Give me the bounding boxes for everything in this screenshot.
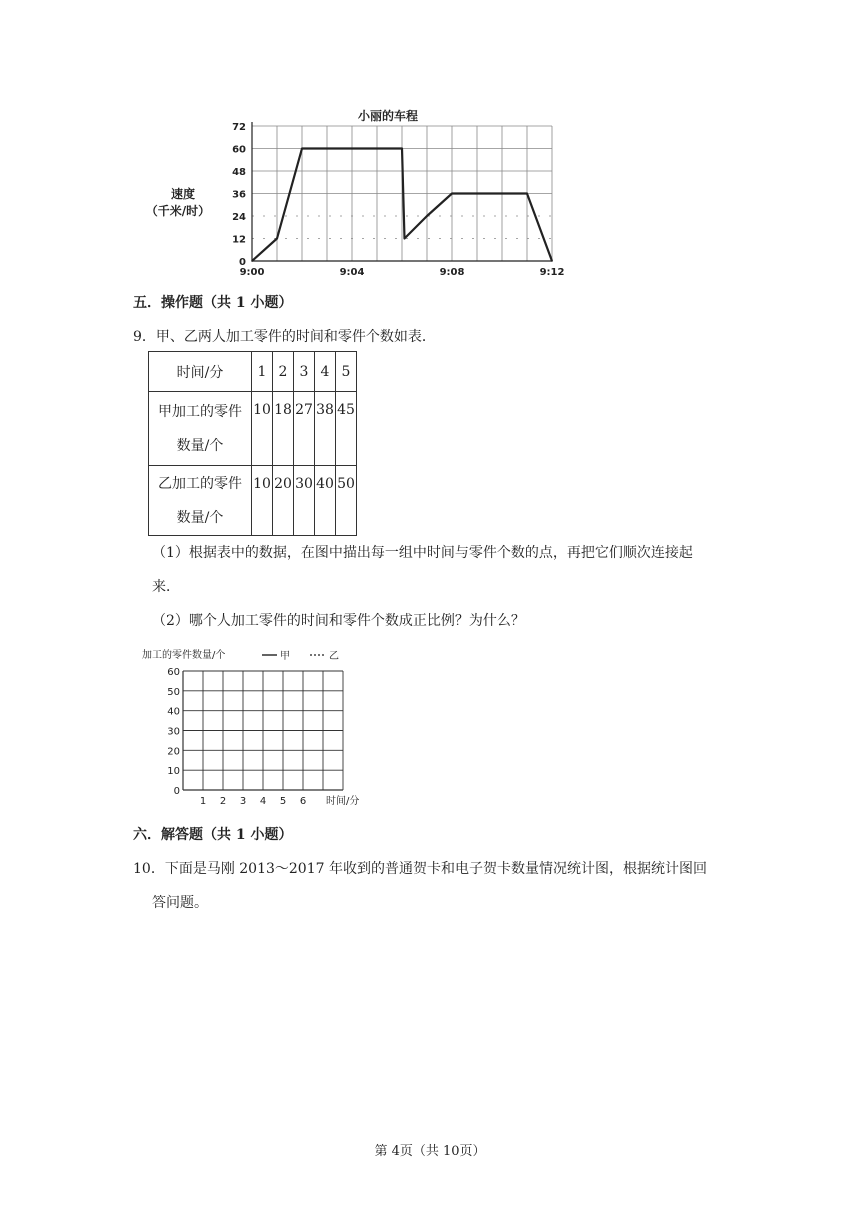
y-tick-label: 72 bbox=[232, 122, 246, 133]
y-tick-label: 24 bbox=[232, 212, 246, 223]
table-cell: 45 bbox=[336, 392, 357, 466]
x-tick-label: 2 bbox=[219, 796, 227, 807]
data-point bbox=[276, 238, 278, 240]
y-tick-label: 12 bbox=[232, 234, 246, 246]
y-tick-label: 10 bbox=[167, 766, 180, 778]
table-cell: 10 bbox=[252, 466, 273, 536]
table-cell: 3 bbox=[294, 352, 315, 392]
table-row bbox=[149, 392, 357, 466]
data-point bbox=[551, 260, 553, 262]
table-cell: 2 bbox=[273, 352, 294, 392]
row-a-line2: 数量/个 bbox=[176, 437, 224, 454]
table-cell: 4 bbox=[315, 352, 336, 392]
question-9-stem: 9．甲、乙两人加工零件的时间和零件个数如表． bbox=[133, 329, 436, 345]
table-row-label-a bbox=[149, 392, 252, 466]
y-tick-label: 60 bbox=[232, 144, 246, 156]
y-tick-label: 20 bbox=[167, 746, 180, 758]
y-axis-label: 速度 bbox=[170, 187, 196, 201]
table-header-label: 时间/分 bbox=[149, 352, 252, 392]
x-tick-label: 1 bbox=[199, 796, 207, 807]
question-9-part1-line2: 来． bbox=[152, 579, 180, 595]
section-heading-5: 五．操作题（共 1 小题） bbox=[133, 295, 293, 311]
y-tick-label: 40 bbox=[167, 706, 180, 718]
data-point bbox=[251, 260, 253, 262]
row-b-line1: 乙加工的零件 bbox=[158, 475, 242, 492]
page-footer: 第 4页（共 10页） bbox=[374, 1144, 486, 1159]
row-b-line2: 数量/个 bbox=[176, 509, 224, 526]
data-point bbox=[404, 238, 406, 240]
speed-chart bbox=[140, 104, 570, 284]
table-row-label-b bbox=[149, 466, 252, 536]
y-axis-label: 加工的零件数量/个 bbox=[142, 650, 226, 661]
question-10-line2: 答问题。 bbox=[152, 895, 208, 911]
x-tick-label: 3 bbox=[239, 796, 247, 807]
chart-title: 小丽的车程 bbox=[357, 109, 419, 123]
data-point bbox=[476, 193, 478, 195]
table-row bbox=[149, 466, 357, 536]
x-tick-label: 9:08 bbox=[439, 267, 465, 278]
x-tick-label: 9:04 bbox=[339, 267, 365, 278]
table-cell: 50 bbox=[336, 466, 357, 536]
data-point bbox=[526, 193, 528, 195]
y-tick-label: 0 bbox=[173, 786, 180, 797]
speed-chart-svg bbox=[140, 104, 570, 284]
table-cell: 18 bbox=[273, 392, 294, 466]
y-tick-label: 48 bbox=[232, 167, 246, 178]
table-cell: 10 bbox=[252, 392, 273, 466]
y-axis-label: （千米/时） bbox=[145, 204, 211, 218]
section-heading-6: 六．解答题（共 1 小题） bbox=[133, 827, 293, 843]
row-a-line1: 甲加工的零件 bbox=[158, 403, 242, 420]
y-tick-label: 30 bbox=[167, 726, 180, 738]
x-tick-label: 5 bbox=[279, 796, 287, 807]
table-cell: 20 bbox=[273, 466, 294, 536]
table-cell: 38 bbox=[315, 392, 336, 466]
legend-label-b: 乙 bbox=[329, 651, 339, 662]
x-tick-label: 9:12 bbox=[539, 267, 565, 278]
question-9-table bbox=[148, 351, 357, 536]
table-row bbox=[149, 352, 357, 392]
blank-grid-chart bbox=[140, 644, 380, 812]
y-tick-label: 60 bbox=[167, 667, 180, 678]
legend-label-a: 甲 bbox=[280, 651, 290, 662]
blank-grid-svg bbox=[140, 644, 380, 812]
table-cell: 30 bbox=[294, 466, 315, 536]
y-tick-label: 36 bbox=[232, 189, 246, 201]
data-point bbox=[426, 215, 428, 217]
x-axis-label: 时间/分 bbox=[326, 796, 360, 807]
question-10-line1: 10．下面是马刚 2013～2017 年收到的普通贺卡和电子贺卡数量情况统计图，根据统计图回 bbox=[133, 861, 707, 877]
question-9-part1-line1: （1）根据表中的数据，在图中描出每一组中时间与零件个数的点，再把它们顺次连接起 bbox=[152, 545, 693, 561]
data-point bbox=[301, 148, 303, 150]
x-tick-label: 4 bbox=[259, 796, 267, 807]
data-point bbox=[451, 193, 453, 195]
table-cell: 5 bbox=[336, 352, 357, 392]
question-9-part2: （2）哪个人加工零件的时间和零件个数成正比例？为什么？ bbox=[152, 613, 525, 629]
data-point bbox=[401, 148, 403, 150]
data-point bbox=[501, 193, 503, 195]
y-tick-label: 50 bbox=[167, 686, 180, 698]
y-tick-label: 0 bbox=[239, 257, 246, 268]
table-cell: 27 bbox=[294, 392, 315, 466]
data-point bbox=[351, 148, 353, 150]
x-tick-label: 9:00 bbox=[239, 267, 265, 278]
data-point bbox=[289, 193, 291, 195]
x-tick-label: 6 bbox=[299, 796, 307, 807]
table-cell: 40 bbox=[315, 466, 336, 536]
table-cell: 1 bbox=[252, 352, 273, 392]
